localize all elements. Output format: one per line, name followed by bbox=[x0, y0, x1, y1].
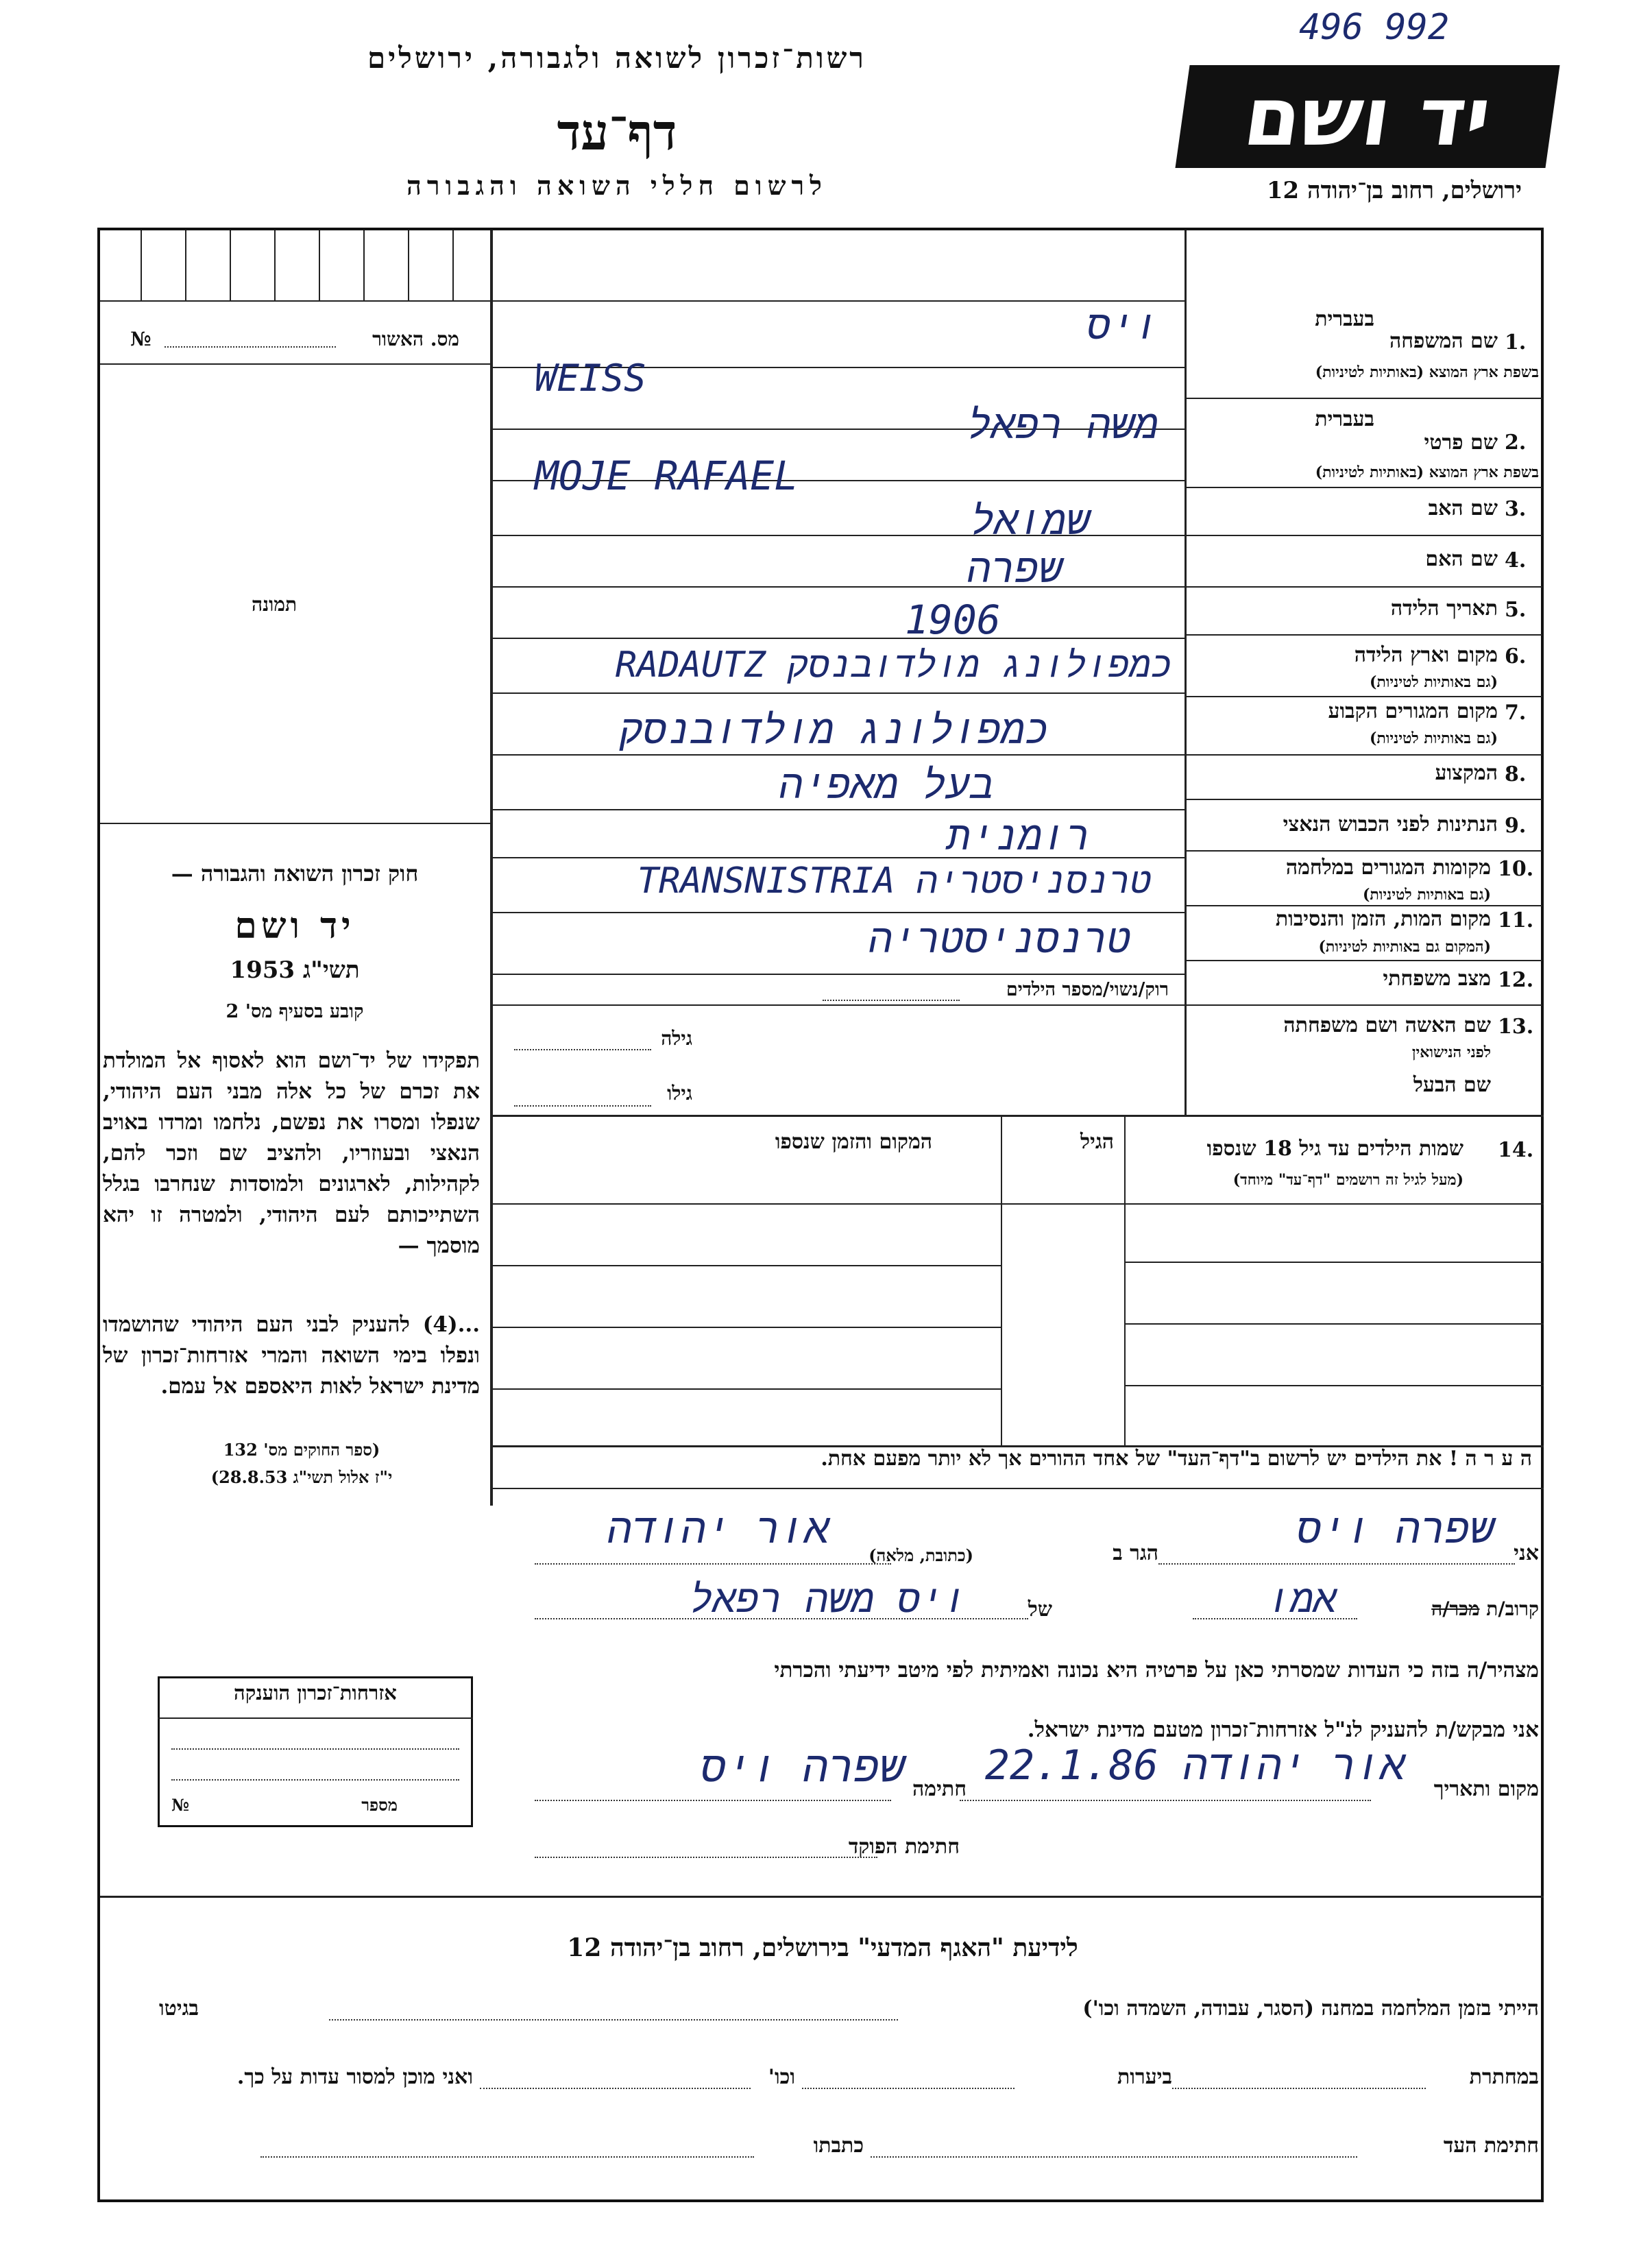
bottom-underground: במחתרת bbox=[1469, 2065, 1539, 2089]
form-subtitle: לרשום חללי השואה והגבורה bbox=[406, 170, 827, 201]
field-8-label: המקצוע bbox=[1435, 761, 1498, 785]
field-11-label: מקום המות, הזמן והנסיבות bbox=[1275, 907, 1491, 931]
field-3-value: שמואל bbox=[970, 497, 1090, 544]
field-1-hebrew-tag: בעברית bbox=[1315, 307, 1374, 331]
law-ref-1: (ספר החוקים מס' 132 bbox=[223, 1440, 380, 1460]
field-2-hebrew-tag: בעברית bbox=[1315, 407, 1374, 431]
husband-age-label: גילו bbox=[667, 1082, 692, 1105]
declaration-statement: מצהיר/ה בזה כי העדות שמסרתי כאן על פרטיה היא נכונה ואמיתית לפי מיטב ידיעתי והכרתי bbox=[774, 1658, 1539, 1683]
page-number: 496 992 bbox=[1299, 7, 1450, 48]
clerk-label: חתימת הפוקד bbox=[848, 1835, 960, 1859]
field-1-value-he: ויס bbox=[1086, 302, 1158, 348]
field-3-label: שם האב bbox=[1428, 496, 1498, 520]
law-year: תשי"ג 1953 bbox=[230, 956, 360, 984]
field-10-label: מקומות המגורים במלחמה bbox=[1285, 856, 1491, 880]
declaration-request: אני מבקש/ת להעניק לנ"ל אזרחות־זכרון מטעם מדינת ישראל. bbox=[1027, 1717, 1539, 1742]
declaration-of-label: של bbox=[1028, 1597, 1052, 1621]
field-7-label: מקום המגורים הקבוע bbox=[1328, 699, 1498, 723]
field-8-value: בעל מאפיה bbox=[779, 761, 994, 808]
law-text-4: ...(4) להעניק לבני העם היהודי שהושמדו ונפלו בימי השואה והמרי אזרחות־זכרון של מדינת ישראל לאות היאספם אל עמם. bbox=[103, 1312, 480, 1399]
field-1-value-latin: WEISS bbox=[535, 357, 646, 400]
declaration-resides-label: הגר ב bbox=[1113, 1541, 1158, 1565]
field-1-label: שם המשפחה bbox=[1389, 329, 1498, 353]
bottom-witness-sig: חתימת העד bbox=[1443, 2134, 1539, 2158]
field-2-label: שם פרטי bbox=[1424, 431, 1498, 455]
citizenship-title: אזרחות־זכרון הוענקה bbox=[234, 1681, 397, 1704]
bottom-ready: ואני מוכן למסור עדות על כך. bbox=[236, 2065, 473, 2089]
field-1-sub: בשפת ארץ המוצא (באותיות לטיניות) bbox=[1315, 363, 1539, 381]
field-2-sub: בשפת ארץ המוצא (באותיות לטיניות) bbox=[1315, 463, 1539, 481]
law-name: יד ושם bbox=[234, 905, 355, 947]
husband-label: שם הבעל bbox=[1413, 1073, 1491, 1097]
place-date-label: מקום ותאריך bbox=[1433, 1777, 1539, 1801]
law-ref-2: י"ז אלול תשי"ג 28.8.53) bbox=[210, 1467, 393, 1487]
logo-text: יד ושם bbox=[1238, 69, 1497, 164]
bottom-heading: לידיעת "האגף המדעי" בירושלים, רחוב בן־יהודה 12 bbox=[567, 1933, 1078, 1962]
yad-vashem-logo bbox=[1175, 65, 1559, 168]
field-9-value: רומנית bbox=[947, 812, 1090, 859]
bottom-etc: וכו' bbox=[768, 2065, 795, 2089]
declaration-address-value: אור יהודה bbox=[607, 1505, 829, 1553]
field-12-label: מצב משפחתי bbox=[1383, 967, 1491, 991]
law-heading: חוק זכרון השואה והגבורה — bbox=[171, 860, 419, 887]
declaration-i-value: שפרה ויס bbox=[1296, 1505, 1494, 1553]
field-9-label: הנתינות לפני הכבוש הנאצי bbox=[1283, 812, 1498, 836]
field-11-sub: (המקום גם באותיות לטיניות) bbox=[1318, 938, 1491, 956]
signature-label: חתימה bbox=[912, 1777, 967, 1801]
place-date-value: אור יהודה 22.1.86 bbox=[984, 1741, 1405, 1789]
signature-value: שפרה ויס bbox=[701, 1741, 905, 1792]
children-age-header: הגיל bbox=[1080, 1130, 1114, 1154]
declaration-full-address: (כתובת, מלאה) bbox=[868, 1545, 973, 1565]
field-13-sub: לפני הנישואין bbox=[1411, 1044, 1491, 1061]
declaration-relative bbox=[1431, 1597, 1539, 1621]
field-6-value: כמפולונג מולדובנסק RADAUTZ bbox=[615, 644, 1172, 686]
note-line: ה ע ר ה ! את הילדים יש לרשום ב"דף־העד" של אחד ההורים אך לא יותר מפעם אחת. bbox=[821, 1447, 1532, 1471]
field-7-sub: (גם באותיות לטיניות) bbox=[1369, 729, 1498, 747]
declaration-of-value: ויס משה רפאל bbox=[690, 1577, 967, 1621]
form-title: דף־עד bbox=[557, 103, 677, 161]
relative-struck: מכר/ה bbox=[1431, 1597, 1480, 1620]
field-4-label: שם האם bbox=[1425, 547, 1498, 571]
approval-no-label: מס. האשור bbox=[372, 328, 459, 350]
field-2-value-latin: MOJE RAFAEL bbox=[535, 453, 799, 499]
no-sign: № bbox=[130, 328, 151, 350]
field-6-label: מקום וארץ הלידה bbox=[1354, 643, 1498, 667]
bottom-address: כתבתו bbox=[813, 2134, 864, 2158]
field-13-label: שם האשה ושם משפחתה bbox=[1283, 1013, 1491, 1037]
field-6-sub: (גם באותיות לטיניות) bbox=[1369, 673, 1498, 691]
field-5-label: תאריך הלידה bbox=[1390, 596, 1498, 620]
children-title: שמות הילדים עד גיל 18 שנספו bbox=[1206, 1137, 1463, 1161]
law-clause: קובע בסעיף מס' 2 bbox=[226, 1001, 364, 1022]
header-address: ירושלים, רחוב בן־יהודה 12 bbox=[1266, 177, 1522, 204]
field-10-value: טרנסניסטריה TRANSNISTRIA bbox=[637, 860, 1152, 902]
citizenship-no-sign: № bbox=[171, 1795, 190, 1815]
bottom-ghetto: בגיטו bbox=[158, 1997, 199, 2021]
field-2-value-he: משה רפאל bbox=[967, 401, 1158, 448]
wife-age-label: גילה bbox=[661, 1027, 692, 1050]
field-5-value: 1906 bbox=[905, 596, 1001, 643]
field-11-value: טרנסניסטריה bbox=[868, 915, 1131, 962]
law-text: תפקידו של יד־ושם הוא לאסוף אל המולדת את זכרם של כל אלה מבני העם היהודי, שנפלו ומסרו את נפשם, נלחמו ומרדו באויב הנאצי ובעוזריו, ולהציב שם וזכר להם, לקהילות, לארגונים ולמוסדות שנחרבו בגלל השתייכותם לעם היהודי, ולמטרה זו יהא מוסמך — bbox=[103, 1048, 480, 1258]
children-place-header: המקום והזמן שנספו bbox=[775, 1130, 932, 1154]
field-10-sub: (גם באותיות לטיניות) bbox=[1362, 886, 1491, 904]
citizenship-number-label: מספר bbox=[361, 1795, 398, 1815]
bottom-line1: הייתי בזמן המלחמה במחנה (הסגר, עבודה, השמדה וכו') bbox=[1082, 1997, 1539, 2021]
photo-label: תמונה bbox=[251, 593, 297, 616]
field-4-value: שפרה bbox=[967, 545, 1062, 592]
declaration-relation-value: אמו bbox=[1267, 1577, 1337, 1621]
children-number: 14. bbox=[1498, 1138, 1534, 1162]
bottom-forests: ביערות bbox=[1117, 2065, 1172, 2089]
marital-prompt: רוק/נשוי/מספר הילדים bbox=[1006, 979, 1169, 1000]
relative-label: קרוב/ת bbox=[1486, 1597, 1539, 1620]
declaration-i-label: אני bbox=[1514, 1541, 1539, 1565]
authority-name: רשות־זכרון לשואה ולגבורה, ירושלים bbox=[367, 41, 866, 75]
children-note: (מעל לגיל זה רושמים "דף־עד" מיוחד) bbox=[1232, 1171, 1463, 1189]
field-7-value: כמפולונג מולדובנסק bbox=[619, 706, 1049, 753]
